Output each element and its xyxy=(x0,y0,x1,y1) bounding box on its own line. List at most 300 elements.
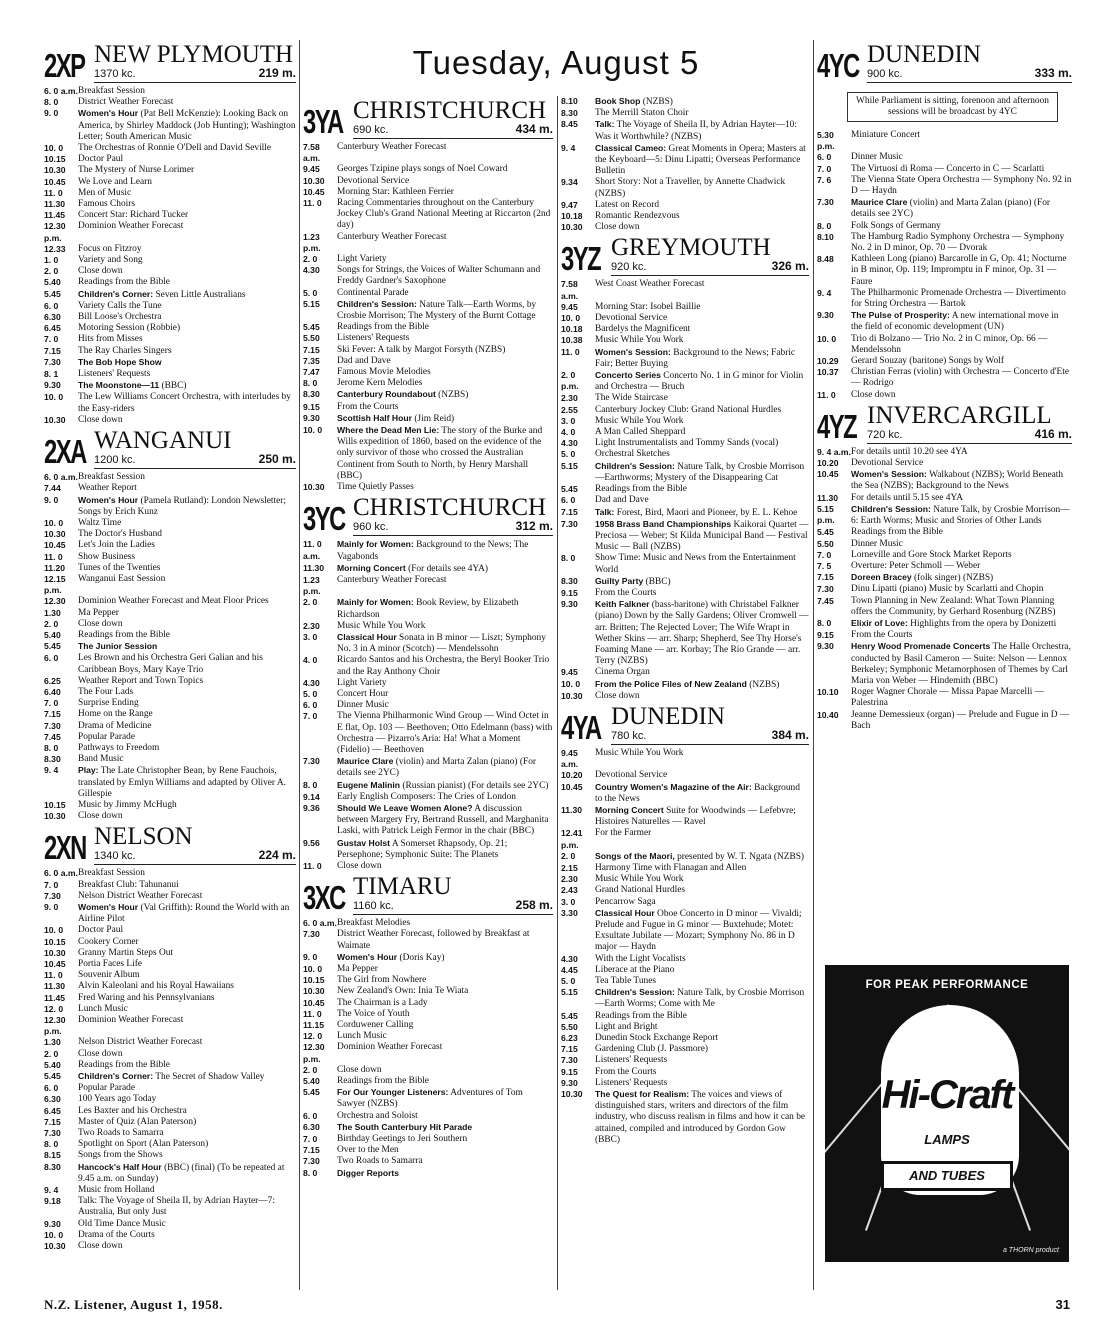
programme-description xyxy=(337,402,553,413)
programme-description xyxy=(595,908,809,954)
programme-time: 6. 0 xyxy=(303,700,318,711)
programme-item xyxy=(303,378,553,389)
programme-time: 10.45 xyxy=(817,469,839,480)
programme-title: Gustav Holst xyxy=(337,837,391,848)
programme-time: 10.20 xyxy=(561,770,583,781)
column-rule xyxy=(557,96,558,1290)
programme-text: The story of the Burke and Wills expedition of 1860, based on the evidence of the only survivor of those who crossed the Australian Continent from South to North, by Henry Marshall (BBC) xyxy=(337,426,543,481)
programme-time: 9.30 xyxy=(303,412,320,423)
station-frequency: 920 kc. xyxy=(611,261,647,274)
programme-description xyxy=(337,378,553,389)
programme-item xyxy=(817,527,1072,538)
programme-description xyxy=(595,987,809,1010)
programme-time: 9. 4 xyxy=(44,765,59,776)
programme-item xyxy=(817,710,1072,732)
programme-text: Dad and Dave xyxy=(595,495,649,506)
programme-text: Seven Little Australians xyxy=(155,289,246,300)
programme-item xyxy=(44,165,296,176)
programme-time: 9.30 xyxy=(817,310,834,321)
programme-text: Popular Parade xyxy=(78,1083,136,1094)
programme-time: 11. 0 xyxy=(817,389,836,400)
programme-item xyxy=(561,908,809,954)
programme-text: Music While You Work xyxy=(337,620,426,631)
programme-description xyxy=(78,346,296,357)
programme-time: 11.20 xyxy=(44,562,66,573)
programme-text: Bardelys the Magnificent xyxy=(595,324,691,335)
programme-time: 7.15 xyxy=(561,506,578,517)
programme-time: 6. 0 a.m. xyxy=(44,86,78,96)
programme-item xyxy=(817,618,1072,630)
programme-text: Motoring Session (Robbie) xyxy=(78,323,181,334)
programme-description xyxy=(595,279,809,301)
programme-time: 5.45 xyxy=(44,288,61,299)
programme-text: Focus on Fitzroy xyxy=(78,243,142,254)
programme-text: (Val Griffith): Round the World with an Airline Pilot xyxy=(78,903,290,925)
programme-text: Dominion Weather Forecast and Meat Floor Prices xyxy=(78,596,269,607)
programme-time: 5. 0 xyxy=(561,449,576,460)
programme-time: 10. 0 xyxy=(303,425,323,436)
programme-item xyxy=(561,599,809,667)
programme-text: Background to the News; Fabric Fair; Better Buying xyxy=(595,347,796,369)
programme-description xyxy=(851,618,1072,630)
programme-title: Book Shop xyxy=(595,96,641,106)
programme-item xyxy=(303,780,553,792)
station-frequency: 720 kc. xyxy=(867,428,903,441)
programme-item xyxy=(44,177,296,188)
programme-item xyxy=(817,687,1072,709)
programme-item xyxy=(44,709,296,720)
programme-time: 6. 0 a.m. xyxy=(303,918,337,929)
programme-description xyxy=(595,599,809,667)
programme-text: Alvin Kaleolani and his Royal Hawaiians xyxy=(78,981,234,992)
programme-description xyxy=(78,221,296,243)
programme-description xyxy=(337,232,553,254)
programme-item xyxy=(561,438,809,449)
station-2xp xyxy=(44,40,296,426)
programme-description xyxy=(337,164,553,175)
programme-description xyxy=(595,748,809,770)
programme-description xyxy=(337,689,553,700)
programme-item xyxy=(561,553,809,575)
programme-time: 3. 0 xyxy=(303,631,318,642)
programme-time: 9.36 xyxy=(303,802,320,813)
programme-time: 4.30 xyxy=(303,265,320,276)
programme-time: 10.30 xyxy=(561,222,583,233)
programme-description xyxy=(78,732,296,743)
programme-description xyxy=(78,811,296,822)
programme-text: Master of Quiz (Alan Paterson) xyxy=(78,1116,197,1127)
programme-description xyxy=(851,334,1072,356)
programme-description xyxy=(851,175,1072,197)
programme-time: 2. 0 xyxy=(44,1048,59,1059)
programme-time: 7.30 xyxy=(44,1128,61,1139)
programme-title: The Pulse of Prosperity: xyxy=(851,310,950,321)
programme-description xyxy=(595,405,809,416)
programme-time: 11. 0 xyxy=(303,860,322,871)
programme-item xyxy=(303,689,553,700)
programme-item xyxy=(303,482,553,493)
programme-description xyxy=(78,619,296,630)
station-3ya xyxy=(303,96,553,493)
programme-time: 10. 0 xyxy=(303,964,323,974)
programme-text: Close down xyxy=(337,860,382,871)
programme-description xyxy=(78,1037,296,1048)
programme-item xyxy=(303,198,553,232)
programme-item xyxy=(44,552,296,563)
programme-time: 5.45 xyxy=(44,1071,61,1082)
ad-tubes-text: AND TUBES xyxy=(881,1161,1013,1191)
programme-description xyxy=(851,469,1072,492)
programme-time: 7.30 xyxy=(303,756,320,767)
programme-item xyxy=(44,1219,296,1230)
programme-item xyxy=(44,1037,296,1048)
programme-item xyxy=(561,863,809,874)
programme-time: 11.45 xyxy=(44,992,66,1003)
programme-item xyxy=(303,1168,553,1180)
programme-time: 10.15 xyxy=(44,799,66,810)
programme-item xyxy=(561,347,809,370)
programme-time: 10.30 xyxy=(44,165,66,176)
programme-description xyxy=(851,164,1072,175)
programme-text: Devotional Service xyxy=(595,770,668,781)
programme-item xyxy=(44,1162,296,1185)
programme-item xyxy=(561,1089,809,1146)
programme-time: 10. 0 xyxy=(561,678,581,689)
programme-description xyxy=(851,641,1072,687)
programme-title: Classical Hour xyxy=(595,907,655,918)
programme-description xyxy=(337,1111,553,1122)
programme-text: Drama of Medicine xyxy=(78,720,152,731)
programme-title: Women's Hour xyxy=(337,951,398,962)
programme-item xyxy=(303,998,553,1009)
programme-item xyxy=(561,335,809,346)
programme-text: Lunch Music xyxy=(337,1031,387,1042)
column-rule xyxy=(813,40,814,1290)
programme-item xyxy=(303,1156,553,1167)
station-header xyxy=(303,872,553,918)
programme-time: 8.45 xyxy=(561,119,578,130)
programme-text: (NZBS) xyxy=(749,679,780,690)
programme-item xyxy=(44,86,296,97)
programme-time: 9. 4 xyxy=(561,142,576,153)
programme-time: 11. 0 xyxy=(303,1008,322,1019)
programme-time: 6.25 xyxy=(44,675,61,686)
programme-item xyxy=(303,176,553,187)
station-frequency: 1340 kc. xyxy=(94,850,136,863)
programme-text: Portia Faces Life xyxy=(78,959,143,970)
programme-text: A Man Called Sheppard xyxy=(595,427,686,438)
programme-description xyxy=(595,828,809,850)
programme-item xyxy=(44,1015,296,1037)
programme-time: 10.40 xyxy=(817,709,839,720)
programme-description xyxy=(78,154,296,165)
ad-maker: a THORN product xyxy=(1002,1247,1059,1254)
programme-text: Men of Music xyxy=(78,187,132,198)
programme-time: 5.15 p.m. xyxy=(817,503,835,526)
programme-text: The voices and views of distinguished stars, writers and directors of the film industry, who discuss realism in films and how it can be attained, compiled and introduced by Gordon Gow (BBC) xyxy=(595,1090,806,1145)
programme-item xyxy=(303,402,553,413)
programme-text: Readings from the Bible xyxy=(595,1010,687,1021)
programme-text: Town Planning in New Zealand: What Town Planning offers the Community, by Gerhard Rosenburg (NZBS) xyxy=(851,595,1056,617)
programme-description xyxy=(337,345,553,356)
programme-title: Classical Cameo: xyxy=(595,142,667,153)
programme-text: (NZBS) xyxy=(438,390,469,401)
programme-text: New Zealand's Own: Inia Te Wiata xyxy=(337,986,469,997)
programme-item xyxy=(44,970,296,981)
programme-description xyxy=(337,655,553,677)
programme-item xyxy=(303,803,553,838)
programme-description xyxy=(595,1089,809,1146)
programme-title: Children's Session: xyxy=(851,503,931,514)
station-4yz xyxy=(817,401,1072,732)
programme-description xyxy=(337,632,553,655)
programme-time: 7.15 xyxy=(817,572,834,583)
programme-item xyxy=(44,1094,296,1105)
programme-time: 3. 0 xyxy=(561,896,576,907)
programme-text: Dinner Music xyxy=(851,152,903,163)
ad-lamps-text: LAMPS xyxy=(924,1132,970,1147)
programme-item xyxy=(44,301,296,312)
programme-time: 7.58 a.m. xyxy=(561,279,579,301)
programme-text: Early English Composers: The Cries of London xyxy=(337,791,516,802)
station-underline xyxy=(353,914,553,915)
station-frequency: 1160 kc. xyxy=(353,900,394,913)
programme-time: 12.33 xyxy=(44,243,66,254)
programme-text: Wanganui East Session xyxy=(78,573,166,584)
programme-text: Close down xyxy=(78,1048,123,1059)
programme-time: 10.18 xyxy=(561,324,583,335)
programme-time: 7.30 xyxy=(44,356,61,367)
programme-description xyxy=(78,210,296,221)
programme-description xyxy=(595,805,809,828)
programme-description xyxy=(337,1122,553,1134)
programme-time: 7. 0 xyxy=(817,549,832,560)
programme-description xyxy=(595,965,809,976)
programme-text: Les Brown and his Orchestra Geri Galian and his Caribbean Boys, Mary Kaye Trio xyxy=(78,653,263,675)
programme-text: Readings from the Bible xyxy=(595,484,687,495)
programme-description xyxy=(595,200,809,211)
programme-time: 2. 0 xyxy=(303,597,318,608)
programme-description xyxy=(595,211,809,222)
programme-description xyxy=(595,438,809,449)
programme-text: Light and Bright xyxy=(595,1021,658,1032)
programme-item xyxy=(561,200,809,211)
programme-time: 9. 4 xyxy=(817,287,832,298)
programme-item xyxy=(561,177,809,199)
programme-time: 9. 0 xyxy=(303,951,318,962)
programme-time: 6. 0 xyxy=(561,495,576,506)
programme-description xyxy=(337,975,553,986)
programme-time: 8. 0 xyxy=(817,220,832,231)
programme-description xyxy=(595,484,809,495)
programme-item xyxy=(561,851,809,863)
programme-text: Devotional Service xyxy=(337,175,410,186)
station-frequency: 960 kc. xyxy=(353,521,389,534)
programme-time: 10.45 xyxy=(44,540,66,551)
programme-text: Music by Jimmy McHugh xyxy=(78,799,177,810)
programme-text: (Doris Kay) xyxy=(399,952,445,963)
programme-description xyxy=(78,301,296,312)
programme-title: Children's Session: xyxy=(337,298,417,309)
programme-text: Romantic Rendezvous xyxy=(595,211,680,222)
programme-time: 4. 0 xyxy=(561,427,576,438)
station-wavelength: 258 m. xyxy=(515,898,553,913)
programme-time: 5. 0 xyxy=(303,688,318,699)
station-wavelength: 384 m. xyxy=(771,727,809,742)
programme-item xyxy=(303,621,553,632)
programme-item xyxy=(44,369,296,380)
programme-item xyxy=(817,367,1072,389)
programme-item xyxy=(303,288,553,299)
programme-text: Granny Martin Steps Out xyxy=(78,947,174,958)
programme-description xyxy=(78,1071,296,1083)
station-header xyxy=(44,40,296,86)
programme-description xyxy=(595,449,809,460)
programme-time: 10.15 xyxy=(303,975,325,986)
programme-time: 9.30 xyxy=(561,599,578,610)
programme-item xyxy=(303,964,553,975)
programme-item xyxy=(561,576,809,588)
programme-description xyxy=(595,335,809,346)
programme-item xyxy=(561,874,809,885)
station-underline xyxy=(353,535,553,536)
programme-title: Children's Session: xyxy=(595,460,675,471)
programme-description xyxy=(78,143,296,154)
programme-text: Over to the Men xyxy=(337,1145,399,1156)
programme-title: Play: xyxy=(78,765,99,776)
programme-time: 5.40 xyxy=(303,1076,320,1087)
programme-item xyxy=(561,119,809,142)
programme-description xyxy=(595,553,809,575)
programme-time: 7. 0 xyxy=(303,1134,318,1145)
hi-craft-advertisement xyxy=(825,965,1069,1262)
programme-text: Les Baxter and his Orchestra xyxy=(78,1105,187,1116)
programme-time: 12.30 xyxy=(44,596,66,607)
ad-brand-logo: Hi-Craft xyxy=(881,1073,1013,1117)
programme-item xyxy=(817,539,1072,550)
programme-description xyxy=(337,389,553,401)
programme-description xyxy=(78,334,296,345)
programme-time: 11. 0 a.m. xyxy=(303,539,322,561)
programme-title: Digger Reports xyxy=(337,1167,400,1178)
programme-text: Ski Fever: A talk by Margot Forsyth (NZBS) xyxy=(337,344,506,355)
programme-text: The Vienna State Opera Orchestra — Symphony No. 92 in D — Haydn xyxy=(851,174,1072,197)
programme-time: 7.47 xyxy=(303,367,320,378)
programme-text: Dinu Lipatti (piano) Music by Scarlatti and Chopin xyxy=(851,584,1044,595)
programme-item xyxy=(303,975,553,986)
programme-title: The Moonstone—11 xyxy=(78,380,160,391)
programme-item xyxy=(561,370,809,393)
programme-text: Highlights from the opera by Donizetti xyxy=(910,618,1057,629)
station-call-sign: 3YC xyxy=(303,500,345,538)
programme-item xyxy=(561,976,809,987)
programme-time: 7. 0 xyxy=(44,698,59,709)
programme-description xyxy=(595,897,809,908)
programme-description xyxy=(78,415,296,426)
programme-item xyxy=(44,415,296,426)
programme-description xyxy=(337,254,553,265)
programme-description xyxy=(851,458,1072,469)
programme-time: 7.30 xyxy=(303,1156,320,1167)
programme-text: Ma Pepper xyxy=(337,964,378,974)
programme-item xyxy=(817,197,1072,220)
programme-text: Weather Report xyxy=(78,483,137,494)
programme-time: 2. 0 xyxy=(303,254,318,265)
programme-item xyxy=(303,367,553,378)
programme-time: 10.30 xyxy=(561,1089,583,1100)
programme-text: Old Time Dance Music xyxy=(78,1218,166,1229)
programme-time: 4.30 xyxy=(561,953,578,964)
programme-description xyxy=(337,1031,553,1042)
programme-time: 2.30 xyxy=(303,620,320,631)
programme-text: Close down xyxy=(595,222,640,233)
programme-time: 4.30 xyxy=(303,677,320,688)
programme-time: 1.30 xyxy=(44,1037,61,1048)
programme-text: Light Instrumentalists and Tommy Sands (vocal) xyxy=(595,438,779,449)
station-name: INVERCARGILL xyxy=(867,401,1052,429)
programme-item xyxy=(44,255,296,266)
programme-item xyxy=(44,380,296,392)
programme-item xyxy=(44,518,296,529)
programme-description xyxy=(78,1150,296,1161)
programme-time: 4.30 xyxy=(561,438,578,449)
programme-time: 7.30 xyxy=(44,720,61,731)
programme-item xyxy=(44,811,296,822)
programme-time: 5.45 xyxy=(561,1010,578,1021)
programme-description xyxy=(851,367,1072,389)
programme-item xyxy=(44,676,296,687)
programme-time: 10.18 xyxy=(561,211,583,222)
programme-description xyxy=(851,221,1072,232)
programme-time: 5. 0 xyxy=(561,976,576,987)
programme-description xyxy=(78,721,296,732)
programme-title: Henry Wood Promenade Concerts xyxy=(851,641,991,652)
programme-description xyxy=(851,130,1072,152)
programme-text: Morning Star: Kathleen Ferrier xyxy=(337,186,454,197)
programme-item xyxy=(561,449,809,460)
programme-description xyxy=(78,529,296,540)
programme-text: 100 Years ago Today xyxy=(78,1094,157,1105)
programme-text: Souvenir Album xyxy=(78,970,140,981)
programme-description xyxy=(337,198,553,232)
programme-item xyxy=(561,1078,809,1089)
programme-time: 10.45 xyxy=(303,997,325,1008)
programme-item xyxy=(303,356,553,367)
programme-item xyxy=(817,596,1072,618)
programme-description xyxy=(595,782,809,805)
programme-text: Breakfast Session xyxy=(78,472,145,483)
programme-text: Jeanne Demessieux (organ) — Prelude and Fugue in D — Bach xyxy=(851,709,1070,731)
programme-description xyxy=(78,1060,296,1071)
programme-item xyxy=(561,1055,809,1066)
programme-text: (For details see 4YA) xyxy=(408,563,489,574)
programme-item xyxy=(44,959,296,970)
programme-item xyxy=(561,1022,809,1033)
programme-time: 1. 0 xyxy=(44,255,59,266)
programme-item xyxy=(561,393,809,404)
station-header xyxy=(561,233,809,279)
programme-time: 9.15 xyxy=(561,587,578,598)
programme-text: Variety and Song xyxy=(78,255,143,266)
programme-item xyxy=(561,954,809,965)
programme-time: 7.15 xyxy=(303,344,320,355)
programme-item xyxy=(44,244,296,255)
programme-text: Surprise Ending xyxy=(78,698,139,709)
programme-text: Waltz Time xyxy=(78,517,122,528)
programme-item xyxy=(44,574,296,596)
programme-description xyxy=(78,323,296,334)
programme-text: The Philharmonic Promenade Orchestra — Divertimento for String Orchestra — Bartok xyxy=(851,287,1066,310)
